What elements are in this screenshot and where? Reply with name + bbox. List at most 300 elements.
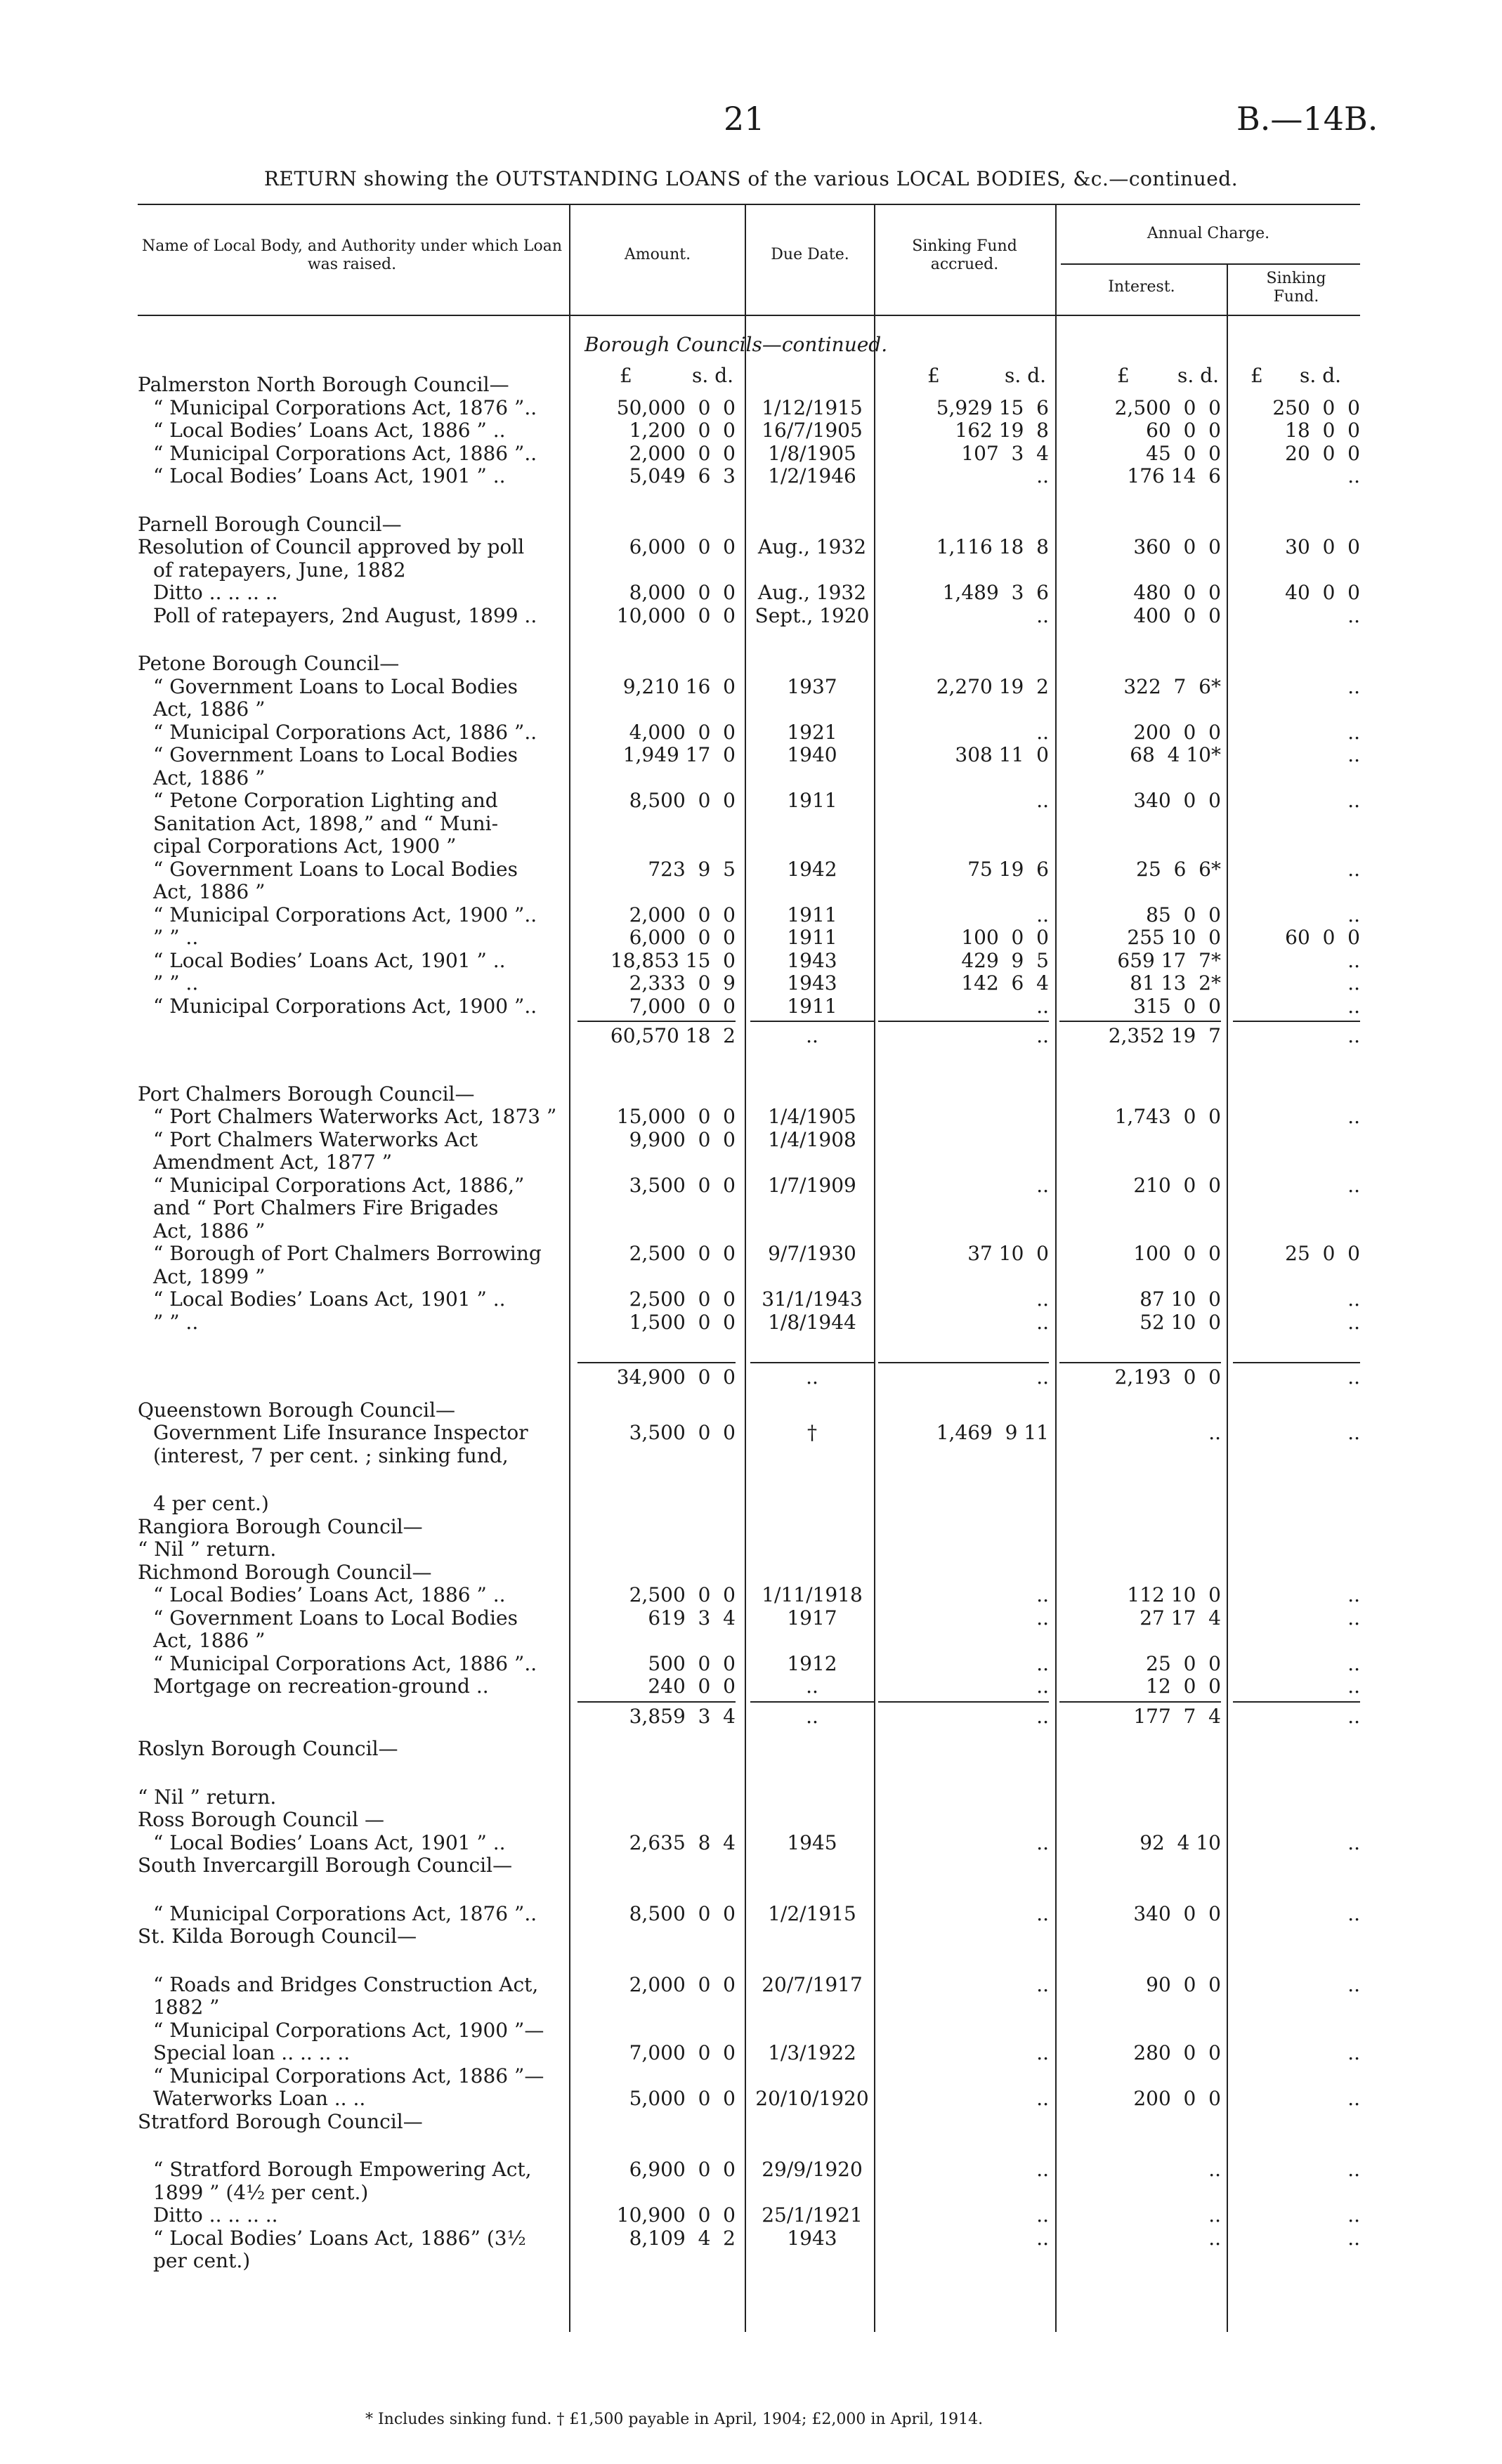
sinking-fund-accrued-cell: .. bbox=[1036, 603, 1049, 627]
row-name: ” ” .. bbox=[153, 1310, 199, 1334]
due-date-cell: 1942 bbox=[787, 857, 837, 881]
sinking-fund-accrued-cell: 142 6 4 bbox=[961, 971, 1049, 995]
sinking-fund-cell: .. bbox=[1347, 2203, 1360, 2227]
sinking-fund-cell: .. bbox=[1347, 903, 1360, 926]
due-date-cell: 1943 bbox=[787, 2226, 837, 2250]
interest-cell: 200 0 0 bbox=[1133, 2087, 1221, 2110]
amount-cell: 8,000 0 0 bbox=[629, 581, 736, 604]
sinking-fund-cell: .. bbox=[1347, 2226, 1360, 2250]
due-date-cell: 29/9/1920 bbox=[762, 2158, 863, 2181]
due-date-cell: Sept., 1920 bbox=[755, 603, 870, 627]
due-date-cell: 1921 bbox=[787, 720, 837, 744]
interest-cell: 112 10 0 bbox=[1127, 1583, 1221, 1606]
interest-cell: 2,193 0 0 bbox=[1114, 1365, 1221, 1389]
due-date-cell: 1/7/1909 bbox=[768, 1173, 856, 1197]
sinking-fund-cell: 20 0 0 bbox=[1285, 441, 1360, 465]
row-name: Mortgage on recreation-ground .. bbox=[153, 1675, 489, 1698]
amount-cell: 9,210 16 0 bbox=[622, 674, 736, 698]
sinking-fund-accrued-cell: .. bbox=[1036, 903, 1049, 926]
sinking-fund-accrued-cell: .. bbox=[1036, 1675, 1049, 1698]
sinking-fund-cell: .. bbox=[1347, 1972, 1360, 1996]
sinking-fund-accrued-cell: .. bbox=[1036, 1287, 1049, 1311]
amount-cell: 34,900 0 0 bbox=[616, 1365, 736, 1389]
total-rule bbox=[750, 1021, 874, 1022]
total-rule bbox=[577, 1362, 736, 1363]
due-date-cell: 1945 bbox=[787, 1830, 837, 1854]
sinking-fund-cell: .. bbox=[1347, 994, 1360, 1018]
amount-cell: 2,000 0 0 bbox=[629, 903, 736, 926]
column-rule bbox=[745, 204, 746, 2332]
amount-cell: 10,900 0 0 bbox=[616, 2203, 736, 2227]
interest-cell: 60 0 0 bbox=[1146, 419, 1221, 442]
row-name: “ Municipal Corporations Act, 1886 ”.. bbox=[153, 720, 537, 744]
total-rule bbox=[1059, 1021, 1221, 1022]
row-name: Act, 1899 ” bbox=[153, 1264, 266, 1288]
sinking-fund-cell: 18 0 0 bbox=[1285, 419, 1360, 442]
sinking-fund-accrued-cell: 37 10 0 bbox=[967, 1242, 1049, 1265]
sinking-fund-cell: .. bbox=[1347, 1583, 1360, 1606]
row-name: 1899 ” (4½ per cent.) bbox=[153, 2180, 369, 2204]
row-name: “ Municipal Corporations Act, 1886,” bbox=[153, 1173, 525, 1197]
column-header-sinking-fund-accrued: Sinking Fund accrued. bbox=[912, 237, 1017, 273]
sinking-fund-cell: .. bbox=[1347, 603, 1360, 627]
column-header-due-date: Due Date. bbox=[771, 246, 849, 263]
amount-cell: 8,500 0 0 bbox=[629, 789, 736, 812]
sinking-fund-accrued-cell: .. bbox=[1036, 2226, 1049, 2250]
interest-cell: 177 7 4 bbox=[1133, 1704, 1221, 1728]
sinking-fund-cell: .. bbox=[1347, 1606, 1360, 1630]
interest-cell: 210 0 0 bbox=[1133, 1173, 1221, 1197]
row-name: Act, 1886 ” bbox=[153, 697, 266, 721]
sinking-fund-accrued-cell: 5,929 15 6 bbox=[936, 395, 1049, 419]
interest-cell: 87 10 0 bbox=[1139, 1287, 1221, 1311]
amount-cell: 240 0 0 bbox=[648, 1675, 736, 1698]
table-top-rule bbox=[138, 204, 1360, 205]
row-name: “ Port Chalmers Waterworks Act, 1873 ” bbox=[153, 1105, 557, 1128]
unit-pounds: £ bbox=[1117, 364, 1130, 387]
total-rule bbox=[1059, 1362, 1221, 1363]
due-date-cell: 1911 bbox=[787, 926, 837, 949]
annual-charge-rule bbox=[1061, 263, 1360, 265]
due-date-cell: 1/8/1905 bbox=[768, 441, 856, 465]
amount-cell: 1,949 17 0 bbox=[622, 743, 736, 766]
amount-cell: 3,500 0 0 bbox=[629, 1421, 736, 1444]
footnotes: * Includes sinking fund. † £1,500 payable in April, 1904; £2,000 in April, 1914. bbox=[365, 2411, 984, 2428]
interest-cell: 400 0 0 bbox=[1133, 603, 1221, 627]
row-name: St. Kilda Borough Council— bbox=[138, 1925, 417, 1948]
sinking-fund-accrued-cell: .. bbox=[1036, 1310, 1049, 1334]
due-date-cell: 1/12/1915 bbox=[762, 395, 863, 419]
sinking-fund-cell: .. bbox=[1347, 971, 1360, 995]
sinking-fund-accrued-cell: .. bbox=[1036, 1365, 1049, 1389]
interest-cell: 92 4 10 bbox=[1139, 1830, 1221, 1854]
sinking-fund-accrued-cell: 100 0 0 bbox=[961, 926, 1049, 949]
row-name: “ Port Chalmers Waterworks Act bbox=[153, 1127, 478, 1151]
amount-cell: 7,000 0 0 bbox=[629, 994, 736, 1018]
total-rule bbox=[750, 1701, 874, 1703]
due-date-cell: 1912 bbox=[787, 1651, 837, 1675]
row-name: Special loan .. .. .. .. bbox=[153, 2041, 351, 2064]
due-date-cell: .. bbox=[806, 1024, 818, 1047]
amount-cell: 3,500 0 0 bbox=[629, 1173, 736, 1197]
amount-cell: 1,500 0 0 bbox=[629, 1310, 736, 1334]
row-name: Petone Borough Council— bbox=[138, 652, 400, 675]
row-name: “ Municipal Corporations Act, 1886 ”.. bbox=[153, 441, 537, 465]
column-rule bbox=[1055, 204, 1057, 2332]
interest-cell: 2,500 0 0 bbox=[1114, 395, 1221, 419]
total-rule bbox=[1059, 1701, 1221, 1703]
row-name: cipal Corporations Act, 1900 ” bbox=[153, 834, 457, 858]
column-rule bbox=[569, 204, 570, 2332]
due-date-cell: 1911 bbox=[787, 789, 837, 812]
row-name: “ Local Bodies’ Loans Act, 1886 ” .. bbox=[153, 419, 506, 442]
sinking-fund-cell: .. bbox=[1347, 2158, 1360, 2181]
total-rule bbox=[878, 1362, 1049, 1363]
due-date-cell: 20/10/1920 bbox=[755, 2087, 869, 2110]
sinking-fund-accrued-cell: .. bbox=[1036, 994, 1049, 1018]
row-name: Ditto .. .. .. .. bbox=[153, 2203, 278, 2227]
row-name: “ Local Bodies’ Loans Act, 1901 ” .. bbox=[153, 1830, 506, 1854]
column-header-annual-charge: Annual Charge. bbox=[1147, 225, 1270, 242]
interest-cell: 200 0 0 bbox=[1133, 720, 1221, 744]
due-date-cell: 1937 bbox=[787, 674, 837, 698]
sinking-fund-accrued-cell: .. bbox=[1036, 1972, 1049, 1996]
total-rule bbox=[878, 1701, 1049, 1703]
interest-cell: 340 0 0 bbox=[1133, 1901, 1221, 1925]
sinking-fund-cell: .. bbox=[1347, 1310, 1360, 1334]
total-rule bbox=[750, 1362, 874, 1363]
due-date-cell: 1/4/1905 bbox=[768, 1105, 856, 1128]
row-name: ” ” .. bbox=[153, 971, 199, 995]
row-name: Resolution of Council approved by poll bbox=[138, 535, 525, 558]
interest-cell: 100 0 0 bbox=[1133, 1242, 1221, 1265]
row-name: 1882 ” bbox=[153, 1996, 220, 2019]
amount-cell: 6,000 0 0 bbox=[629, 926, 736, 949]
row-name: Sanitation Act, 1898,” and “ Muni- bbox=[153, 811, 499, 835]
row-name: “ Municipal Corporations Act, 1886 ”— bbox=[153, 2064, 544, 2088]
row-name: “ Borough of Port Chalmers Borrowing bbox=[153, 1242, 542, 1265]
row-name: “ Roads and Bridges Construction Act, bbox=[153, 1972, 539, 1996]
sinking-fund-cell: .. bbox=[1347, 1651, 1360, 1675]
page-number: 21 bbox=[724, 100, 765, 138]
due-date-cell: 1940 bbox=[787, 743, 837, 766]
sinking-fund-accrued-cell: .. bbox=[1036, 1704, 1049, 1728]
sinking-fund-cell: .. bbox=[1347, 2041, 1360, 2064]
row-name: “ Municipal Corporations Act, 1900 ”.. bbox=[153, 994, 537, 1018]
row-name: “ Municipal Corporations Act, 1900 ”— bbox=[153, 2018, 544, 2042]
header-bottom-rule bbox=[138, 315, 1360, 316]
sinking-fund-cell: .. bbox=[1347, 1675, 1360, 1698]
due-date-cell: 9/7/1930 bbox=[768, 1242, 856, 1265]
amount-cell: 1,200 0 0 bbox=[629, 419, 736, 442]
sinking-fund-cell: .. bbox=[1347, 720, 1360, 744]
due-date-cell: † bbox=[807, 1421, 817, 1444]
interest-cell: 27 17 4 bbox=[1139, 1606, 1221, 1630]
sinking-fund-cell: .. bbox=[1347, 948, 1360, 972]
sinking-fund-cell: 60 0 0 bbox=[1285, 926, 1360, 949]
interest-cell: 52 10 0 bbox=[1139, 1310, 1221, 1334]
row-name: Roslyn Borough Council— bbox=[138, 1737, 398, 1760]
sinking-fund-cell: 25 0 0 bbox=[1285, 1242, 1360, 1265]
due-date-cell: 1/11/1918 bbox=[762, 1583, 863, 1606]
sinking-fund-accrued-cell: .. bbox=[1036, 2087, 1049, 2110]
interest-cell: 315 0 0 bbox=[1133, 994, 1221, 1018]
row-name: “ Stratford Borough Empowering Act, bbox=[153, 2158, 532, 2181]
row-name: (interest, 7 per cent. ; sinking fund, bbox=[153, 1443, 509, 1467]
row-name: “ Municipal Corporations Act, 1886 ”.. bbox=[153, 1651, 537, 1675]
due-date-cell: 1/2/1946 bbox=[768, 464, 856, 487]
sinking-fund-accrued-cell: .. bbox=[1036, 1583, 1049, 1606]
total-rule bbox=[1233, 1362, 1360, 1363]
row-name: Act, 1886 ” bbox=[153, 766, 266, 789]
sinking-fund-cell: .. bbox=[1347, 1287, 1360, 1311]
row-name: Rangiora Borough Council— bbox=[138, 1514, 423, 1538]
interest-cell: 1,743 0 0 bbox=[1114, 1105, 1221, 1128]
due-date-cell: 1/8/1944 bbox=[768, 1310, 856, 1334]
interest-cell: 68 4 10* bbox=[1130, 743, 1221, 766]
amount-cell: 8,500 0 0 bbox=[629, 1901, 736, 1925]
interest-cell: 340 0 0 bbox=[1133, 789, 1221, 812]
row-name: “ Nil ” return. bbox=[138, 1538, 277, 1561]
due-date-cell: 1943 bbox=[787, 948, 837, 972]
sinking-fund-accrued-cell: 1,469 9 11 bbox=[936, 1421, 1049, 1444]
sinking-fund-accrued-cell: 2,270 19 2 bbox=[936, 674, 1049, 698]
interest-cell: 2,352 19 7 bbox=[1108, 1024, 1221, 1047]
row-name: Poll of ratepayers, 2nd August, 1899 .. bbox=[153, 603, 537, 627]
sinking-fund-cell: .. bbox=[1347, 1421, 1360, 1444]
total-rule bbox=[1233, 1021, 1360, 1022]
interest-cell: 176 14 6 bbox=[1127, 464, 1221, 487]
due-date-cell: 1911 bbox=[787, 994, 837, 1018]
unit-shillings-pence: s. d. bbox=[692, 364, 734, 387]
row-name: Act, 1886 ” bbox=[153, 1629, 266, 1652]
row-name: “ Local Bodies’ Loans Act, 1901 ” .. bbox=[153, 464, 506, 487]
amount-cell: 6,900 0 0 bbox=[629, 2158, 736, 2181]
due-date-cell: 31/1/1943 bbox=[762, 1287, 863, 1311]
row-name: Ditto .. .. .. .. bbox=[153, 581, 278, 604]
amount-cell: 7,000 0 0 bbox=[629, 2041, 736, 2064]
sinking-fund-accrued-cell: 1,116 18 8 bbox=[936, 535, 1049, 558]
interest-cell: 322 7 6* bbox=[1123, 674, 1221, 698]
due-date-cell: Aug., 1932 bbox=[757, 535, 867, 558]
unit-pounds: £ bbox=[927, 364, 940, 387]
amount-cell: 3,859 3 4 bbox=[629, 1704, 736, 1728]
unit-pounds: £ bbox=[620, 364, 632, 387]
row-name: Ross Borough Council — bbox=[138, 1808, 384, 1831]
amount-cell: 9,900 0 0 bbox=[629, 1127, 736, 1151]
row-name: ” ” .. bbox=[153, 926, 199, 949]
interest-cell: 12 0 0 bbox=[1146, 1675, 1221, 1698]
sinking-fund-accrued-cell: .. bbox=[1036, 464, 1049, 487]
row-name: and “ Port Chalmers Fire Brigades bbox=[153, 1196, 499, 1219]
row-name: “ Government Loans to Local Bodies bbox=[153, 1606, 518, 1630]
due-date-cell: 16/7/1905 bbox=[762, 419, 863, 442]
sinking-fund-cell: 250 0 0 bbox=[1272, 395, 1360, 419]
amount-cell: 4,000 0 0 bbox=[629, 720, 736, 744]
sinking-fund-accrued-cell: .. bbox=[1036, 2203, 1049, 2227]
sinking-fund-accrued-cell: .. bbox=[1036, 1173, 1049, 1197]
sinking-fund-cell: 40 0 0 bbox=[1285, 581, 1360, 604]
amount-cell: 50,000 0 0 bbox=[616, 395, 736, 419]
column-header-amount: Amount. bbox=[624, 246, 691, 263]
row-name: Act, 1886 ” bbox=[153, 880, 266, 903]
amount-cell: 18,853 15 0 bbox=[610, 948, 736, 972]
row-name: Queenstown Borough Council— bbox=[138, 1398, 456, 1422]
unit-pounds: £ bbox=[1250, 364, 1263, 387]
amount-cell: 6,000 0 0 bbox=[629, 535, 736, 558]
interest-cell: 85 0 0 bbox=[1146, 903, 1221, 926]
sinking-fund-accrued-cell: 308 11 0 bbox=[955, 743, 1049, 766]
sinking-fund-accrued-cell: .. bbox=[1036, 1024, 1049, 1047]
sinking-fund-accrued-cell: .. bbox=[1036, 720, 1049, 744]
due-date-cell: 20/7/1917 bbox=[762, 1972, 863, 1996]
column-header-sinking-fund: Sinking Fund. bbox=[1266, 270, 1326, 306]
sinking-fund-cell: .. bbox=[1347, 1024, 1360, 1047]
row-name: Parnell Borough Council— bbox=[138, 512, 402, 536]
amount-cell: 8,109 4 2 bbox=[629, 2226, 736, 2250]
due-date-cell: .. bbox=[806, 1675, 818, 1698]
interest-cell: 25 0 0 bbox=[1146, 1651, 1221, 1675]
total-rule bbox=[878, 1021, 1049, 1022]
sinking-fund-accrued-cell: .. bbox=[1036, 2041, 1049, 2064]
unit-shillings-pence: s. d. bbox=[1005, 364, 1047, 387]
interest-cell: 81 13 2* bbox=[1130, 971, 1221, 995]
row-name: South Invercargill Borough Council— bbox=[138, 1854, 513, 1877]
total-rule bbox=[577, 1701, 736, 1703]
sinking-fund-accrued-cell: .. bbox=[1036, 2158, 1049, 2181]
sinking-fund-cell: .. bbox=[1347, 1704, 1360, 1728]
due-date-cell: Aug., 1932 bbox=[757, 581, 867, 604]
amount-cell: 2,500 0 0 bbox=[629, 1242, 736, 1265]
interest-cell: 25 6 6* bbox=[1136, 857, 1221, 881]
sinking-fund-cell: .. bbox=[1347, 789, 1360, 812]
interest-cell: .. bbox=[1208, 1421, 1221, 1444]
interest-cell: 255 10 0 bbox=[1127, 926, 1221, 949]
row-name: “ Local Bodies’ Loans Act, 1901 ” .. bbox=[153, 1287, 506, 1311]
column-header-name: Name of Local Body, and Authority under which Loan was raised. bbox=[141, 237, 563, 273]
column-rule bbox=[874, 204, 875, 2332]
interest-cell: 659 17 7* bbox=[1117, 948, 1221, 972]
row-name: “ Local Bodies’ Loans Act, 1886” (3½ bbox=[153, 2226, 526, 2250]
sinking-fund-cell: .. bbox=[1347, 464, 1360, 487]
total-rule bbox=[1233, 1701, 1360, 1703]
interest-cell: 45 0 0 bbox=[1146, 441, 1221, 465]
amount-cell: 2,635 8 4 bbox=[629, 1830, 736, 1854]
row-name: “ Government Loans to Local Bodies bbox=[153, 857, 518, 881]
amount-cell: 2,500 0 0 bbox=[629, 1287, 736, 1311]
sinking-fund-cell: .. bbox=[1347, 1173, 1360, 1197]
row-name: Government Life Insurance Inspector bbox=[153, 1421, 528, 1444]
row-name: Act, 1886 ” bbox=[153, 1219, 266, 1243]
sinking-fund-cell: .. bbox=[1347, 743, 1360, 766]
due-date-cell: 1911 bbox=[787, 903, 837, 926]
amount-cell: 619 3 4 bbox=[648, 1606, 736, 1630]
sinking-fund-cell: .. bbox=[1347, 1830, 1360, 1854]
row-name: of ratepayers, June, 1882 bbox=[153, 558, 406, 582]
row-name: “ Petone Corporation Lighting and bbox=[153, 789, 498, 812]
amount-cell: 60,570 18 2 bbox=[610, 1024, 736, 1047]
sinking-fund-cell: .. bbox=[1347, 674, 1360, 698]
row-name: Richmond Borough Council— bbox=[138, 1560, 432, 1584]
sinking-fund-cell: 30 0 0 bbox=[1285, 535, 1360, 558]
row-name: “ Municipal Corporations Act, 1876 ”.. bbox=[153, 1901, 537, 1925]
page-code: B.—14B. bbox=[1236, 100, 1378, 138]
due-date-cell: .. bbox=[806, 1365, 818, 1389]
interest-cell: 90 0 0 bbox=[1146, 1972, 1221, 1996]
amount-cell: 5,000 0 0 bbox=[629, 2087, 736, 2110]
due-date-cell: 25/1/1921 bbox=[762, 2203, 863, 2227]
amount-cell: 15,000 0 0 bbox=[616, 1105, 736, 1128]
interest-cell: .. bbox=[1208, 2158, 1221, 2181]
column-rule bbox=[1227, 263, 1228, 2332]
interest-cell: .. bbox=[1208, 2226, 1221, 2250]
row-name: 4 per cent.) bbox=[153, 1492, 269, 1515]
sinking-fund-cell: .. bbox=[1347, 1105, 1360, 1128]
amount-cell: 2,500 0 0 bbox=[629, 1583, 736, 1606]
column-header-interest: Interest. bbox=[1108, 278, 1175, 296]
amount-cell: 723 9 5 bbox=[648, 857, 736, 881]
row-name: “ Municipal Corporations Act, 1876 ”.. bbox=[153, 395, 537, 419]
sinking-fund-cell: .. bbox=[1347, 2087, 1360, 2110]
unit-shillings-pence: s. d. bbox=[1177, 364, 1220, 387]
due-date-cell: 1/2/1915 bbox=[768, 1901, 856, 1925]
interest-cell: 360 0 0 bbox=[1133, 535, 1221, 558]
sinking-fund-accrued-cell: 75 19 6 bbox=[967, 857, 1049, 881]
row-name: per cent.) bbox=[153, 2249, 251, 2272]
unit-shillings-pence: s. d. bbox=[1300, 364, 1342, 387]
due-date-cell: 1/3/1922 bbox=[768, 2041, 856, 2064]
due-date-cell: 1917 bbox=[787, 1606, 837, 1630]
row-name: Port Chalmers Borough Council— bbox=[138, 1082, 475, 1106]
sinking-fund-accrued-cell: .. bbox=[1036, 789, 1049, 812]
sinking-fund-cell: .. bbox=[1347, 1901, 1360, 1925]
total-rule bbox=[577, 1021, 736, 1022]
interest-cell: 480 0 0 bbox=[1133, 581, 1221, 604]
row-name: Waterworks Loan .. .. bbox=[153, 2087, 366, 2110]
row-name: “ Government Loans to Local Bodies bbox=[153, 743, 518, 766]
sinking-fund-cell: .. bbox=[1347, 1365, 1360, 1389]
section-subheading: Borough Councils—continued. bbox=[585, 333, 888, 356]
due-date-cell: .. bbox=[806, 1704, 818, 1728]
page-title: RETURN showing the OUTSTANDING LOANS of the various LOCAL BODIES, &c.—continued. bbox=[263, 167, 1239, 190]
row-name: Amendment Act, 1877 ” bbox=[153, 1151, 393, 1174]
row-name: Stratford Borough Council— bbox=[138, 2109, 423, 2133]
interest-cell: 280 0 0 bbox=[1133, 2041, 1221, 2064]
row-name: “ Nil ” return. bbox=[138, 1785, 277, 1809]
sinking-fund-accrued-cell: .. bbox=[1036, 1830, 1049, 1854]
row-name: “ Local Bodies’ Loans Act, 1901 ” .. bbox=[153, 948, 506, 972]
row-name: “ Local Bodies’ Loans Act, 1886 ” .. bbox=[153, 1583, 506, 1606]
interest-cell: .. bbox=[1208, 2203, 1221, 2227]
sinking-fund-cell: .. bbox=[1347, 857, 1360, 881]
row-name: “ Municipal Corporations Act, 1900 ”.. bbox=[153, 903, 537, 926]
sinking-fund-accrued-cell: .. bbox=[1036, 1651, 1049, 1675]
amount-cell: 2,000 0 0 bbox=[629, 1972, 736, 1996]
amount-cell: 2,333 0 9 bbox=[629, 971, 736, 995]
sinking-fund-accrued-cell: 107 3 4 bbox=[961, 441, 1049, 465]
amount-cell: 10,000 0 0 bbox=[616, 603, 736, 627]
row-name: Palmerston North Borough Council— bbox=[138, 373, 509, 396]
sinking-fund-accrued-cell: 162 19 8 bbox=[955, 419, 1049, 442]
due-date-cell: 1/4/1908 bbox=[768, 1127, 856, 1151]
sinking-fund-accrued-cell: 429 9 5 bbox=[961, 948, 1049, 972]
sinking-fund-accrued-cell: 1,489 3 6 bbox=[942, 581, 1049, 604]
amount-cell: 500 0 0 bbox=[648, 1651, 736, 1675]
amount-cell: 2,000 0 0 bbox=[629, 441, 736, 465]
row-name: “ Government Loans to Local Bodies bbox=[153, 674, 518, 698]
due-date-cell: 1943 bbox=[787, 971, 837, 995]
amount-cell: 5,049 6 3 bbox=[629, 464, 736, 487]
